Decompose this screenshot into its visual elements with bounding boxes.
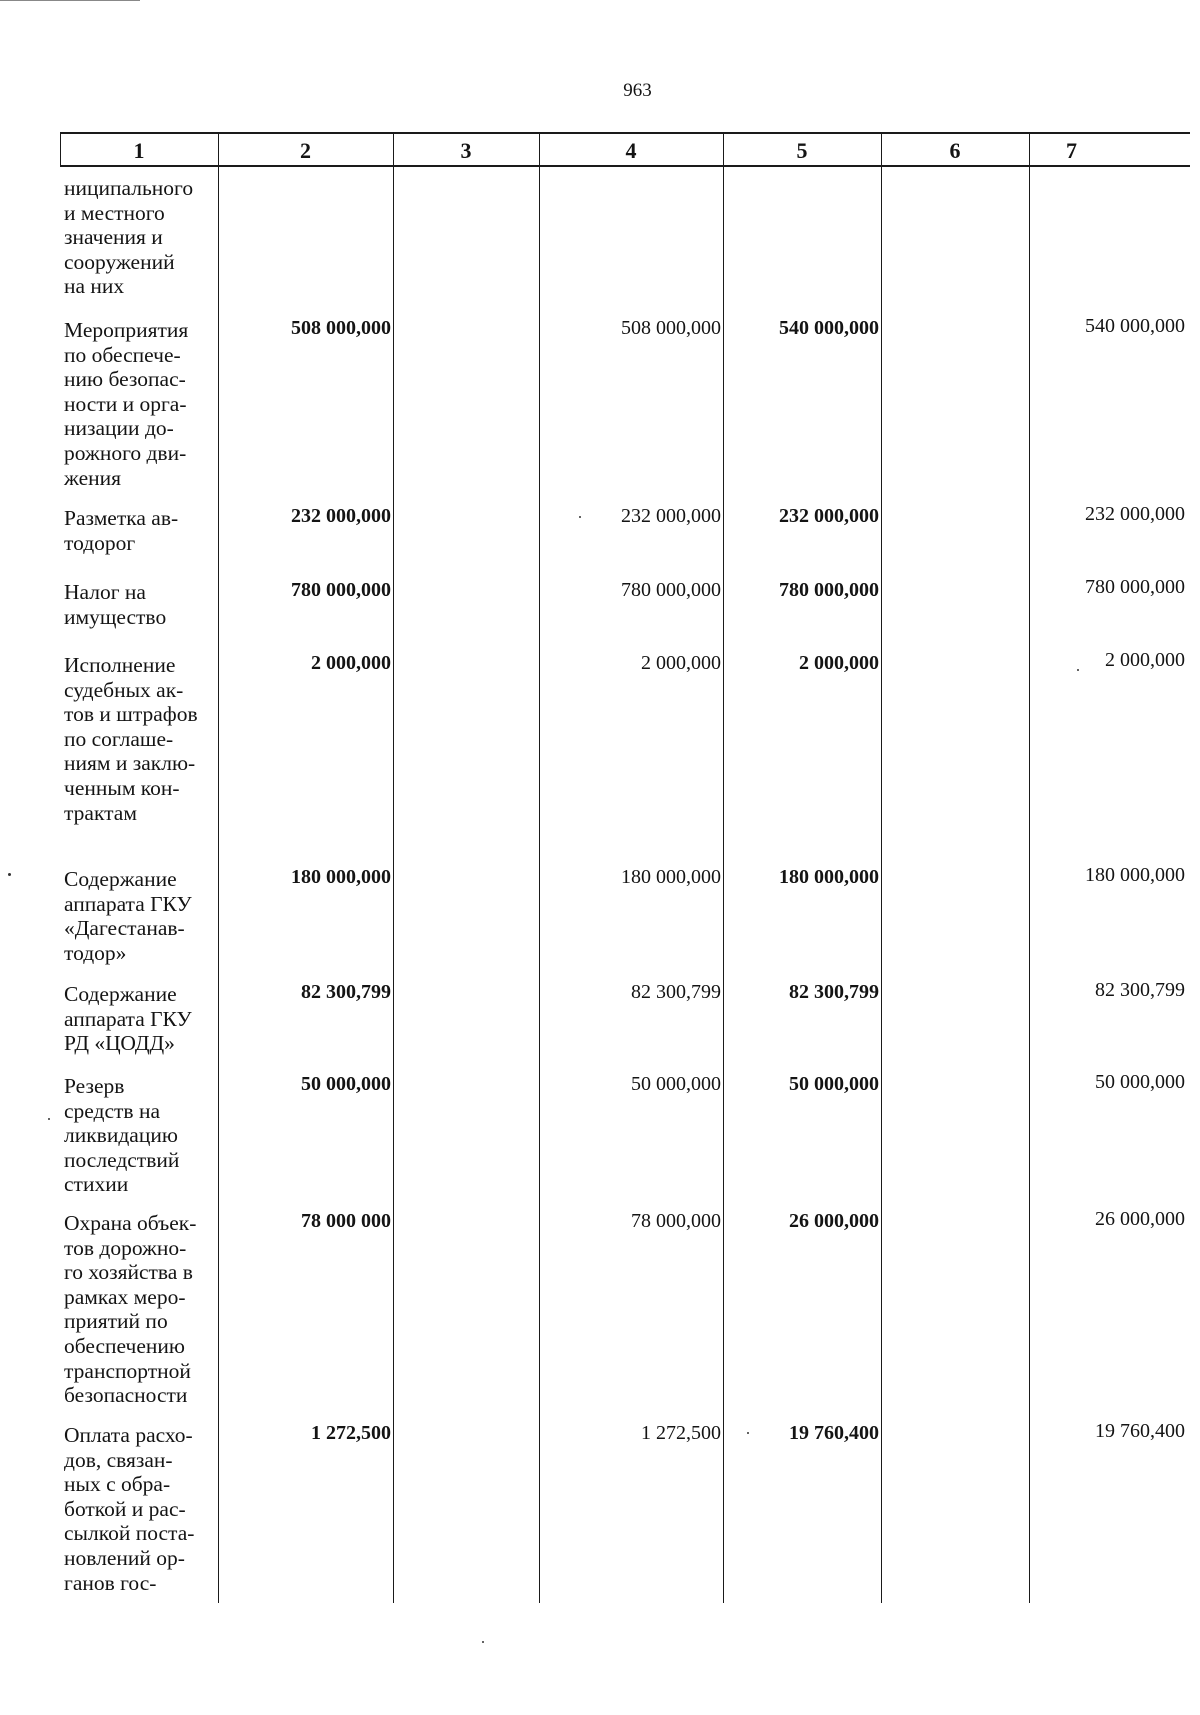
value-col5: 82 300,799: [789, 981, 879, 1003]
row-name: Оплата расхо- дов, связан- ных с обра- боткой и рас- сылкой поста- новлений ор- ганов гос-: [64, 1423, 195, 1595]
scan-speck: [8, 873, 11, 876]
column-header-4: 4: [625, 138, 637, 163]
scan-artifact-line: [0, 0, 140, 1]
page-number: 963: [623, 80, 652, 101]
value-col2: 2 000,000: [311, 652, 391, 674]
value-col7: 26 000,000: [1095, 1208, 1185, 1230]
value-col4: 2 000,000: [641, 652, 721, 674]
row-name: ниципального и местного значения и сооружений на них: [64, 176, 194, 299]
column-header-5: 5: [796, 138, 808, 163]
col-divider: [723, 133, 724, 1603]
value-col4: 1 272,500: [641, 1422, 721, 1444]
value-col5: 50 000,000: [789, 1073, 879, 1095]
value-col2: 50 000,000: [301, 1073, 391, 1095]
value-col5: 232 000,000: [779, 505, 879, 527]
col-divider: [393, 133, 394, 1603]
value-col7: 82 300,799: [1095, 979, 1185, 1001]
row-name: Содержание аппарата ГКУ «Дагестанав- тодор»: [64, 867, 192, 965]
column-header-2: 2: [300, 138, 311, 163]
value-col7: 19 760,400: [1095, 1420, 1185, 1442]
value-col5: 2 000,000: [799, 652, 879, 674]
table-header-rule: [60, 165, 1190, 167]
value-col4: 508 000,000: [621, 317, 721, 339]
row-name: Содержание аппарата ГКУ РД «ЦОДД»: [64, 982, 192, 1056]
value-col7: 50 000,000: [1095, 1071, 1185, 1093]
value-col5: 540 000,000: [779, 317, 879, 339]
column-header-3: 3: [460, 138, 472, 163]
row-name: Мероприятия по обеспече- нию безопас- ности и орга- низации до- рожного дви- жения: [64, 318, 189, 490]
row-name: Исполнение судебных ак- тов и штрафов по соглаше- ниям и заклю- ченным кон- трактам: [64, 653, 198, 825]
value-col4: 232 000,000: [621, 505, 721, 527]
column-header-7: 7: [1066, 138, 1077, 163]
scan-speck: [579, 516, 581, 518]
value-col2: 1 272,500: [311, 1422, 391, 1444]
table-top-rule: [60, 132, 1190, 134]
col-divider: [539, 133, 540, 1603]
scan-speck: [482, 1641, 484, 1643]
col-divider: [881, 133, 882, 1603]
value-col2: 78 000 000: [301, 1210, 391, 1232]
value-col5: 26 000,000: [789, 1210, 879, 1232]
col-divider: [1029, 133, 1030, 1603]
value-col7: 540 000,000: [1085, 315, 1185, 337]
column-header-1: 1: [133, 138, 145, 163]
value-col7: 232 000,000: [1085, 503, 1185, 525]
row-name: Налог на имущество: [64, 580, 167, 629]
value-col5: 180 000,000: [779, 866, 879, 888]
value-col2: 508 000,000: [291, 317, 391, 339]
row-name: Разметка ав- тодорог: [64, 506, 179, 555]
value-col5: 780 000,000: [779, 579, 879, 601]
scan-speck: [48, 1118, 50, 1120]
value-col7: 2 000,000: [1105, 649, 1185, 671]
value-col2: 780 000,000: [291, 579, 391, 601]
value-col5: 19 760,400: [789, 1422, 879, 1444]
scan-speck: [1077, 669, 1079, 671]
value-col4: 82 300,799: [631, 981, 721, 1003]
column-header-6: 6: [949, 138, 961, 163]
value-col4: 50 000,000: [631, 1073, 721, 1095]
row-name: Резерв средств на ликвидацию последствий стихии: [64, 1074, 180, 1197]
row-name: Охрана объек- тов дорожно- го хозяйства в рамках меро- приятий по обеспечению транспортной безопасности: [64, 1211, 197, 1408]
value-col4: 180 000,000: [621, 866, 721, 888]
value-col4: 780 000,000: [621, 579, 721, 601]
value-col2: 82 300,799: [301, 981, 391, 1003]
scan-speck: [747, 1432, 749, 1434]
value-col2: 232 000,000: [291, 505, 391, 527]
value-col7: 780 000,000: [1085, 576, 1185, 598]
value-col2: 180 000,000: [291, 866, 391, 888]
value-col4: 78 000,000: [631, 1210, 721, 1232]
value-col7: 180 000,000: [1085, 864, 1185, 886]
